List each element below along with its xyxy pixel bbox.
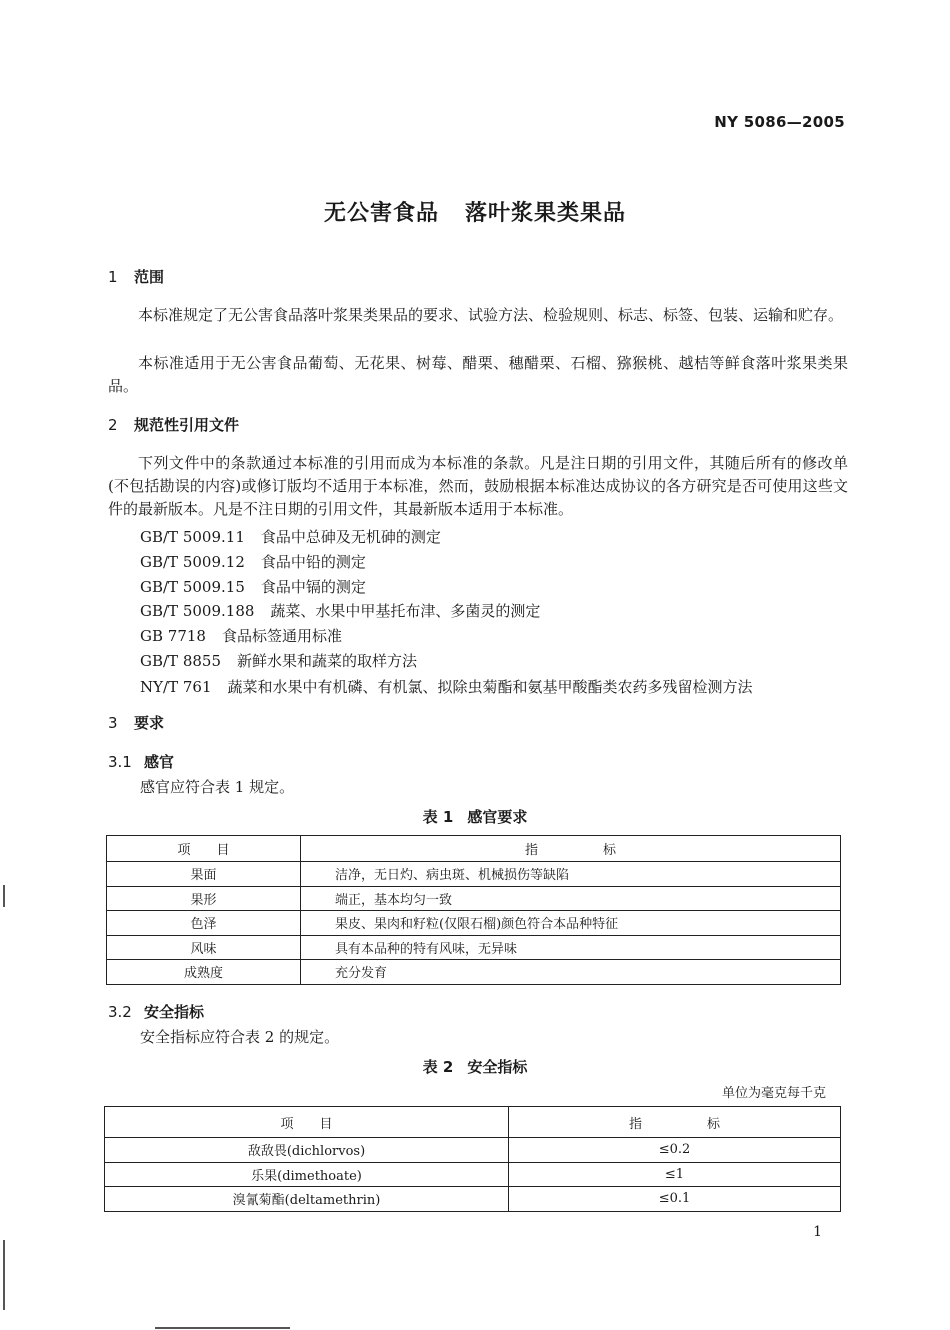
table-2 <box>104 1106 841 1212</box>
reference-item <box>140 625 342 646</box>
table-header-cell: 项 目 <box>107 836 301 862</box>
reference-item <box>140 676 753 697</box>
reference-title: 食品中铅的测定 <box>260 553 366 571</box>
title-part-1: 无公害食品 <box>323 201 439 226</box>
title-part-2: 落叶浆果类果品 <box>465 201 627 226</box>
table-row <box>105 1162 841 1187</box>
scan-mark-left-2 <box>3 1240 5 1310</box>
table-cell: 成熟度 <box>107 960 301 985</box>
standard-code: NY 5086—2005 <box>714 113 845 131</box>
section-3-number: 3 <box>108 714 118 732</box>
table-header-cell: 指 标 <box>509 1107 841 1138</box>
table-cell: 果面 <box>107 862 301 887</box>
reference-code: GB/T 5009.12 <box>140 553 245 571</box>
reference-title: 食品中总砷及无机砷的测定 <box>260 528 441 546</box>
table-2-unit: 单位为毫克每千克 <box>721 1086 826 1101</box>
table-1-title: 感官要求 <box>467 808 528 826</box>
table-cell: 果皮、果肉和籽粒(仅限石榴)颜色符合本品种特征 <box>301 911 841 936</box>
section-2-title: 规范性引用文件 <box>134 416 240 434</box>
reference-title: 新鲜水果和蔬菜的取样方法 <box>237 652 418 670</box>
reference-title: 食品标签通用标准 <box>221 627 342 645</box>
table-cell: 充分发育 <box>301 960 841 985</box>
table-cell: 果形 <box>107 886 301 911</box>
table-row <box>107 886 841 911</box>
section-1-paragraph-1: 本标准规定了无公害食品落叶浆果类果品的要求、试验方法、检验规则、标志、标签、包装、运输和贮存。 <box>138 306 844 324</box>
reference-title: 蔬菜和水果中有机磷、有机氯、拟除虫菊酯和氨基甲酸酯类农药多残留检测方法 <box>227 678 753 696</box>
reference-item <box>140 600 540 621</box>
section-3-2-number: 3.2 <box>108 1003 132 1021</box>
table-2-title: 安全指标 <box>467 1058 528 1076</box>
table-row <box>107 911 841 936</box>
reference-item <box>140 576 366 597</box>
table-header-row <box>107 836 841 862</box>
reference-code: NY/T 761 <box>140 678 212 696</box>
table-row <box>107 960 841 985</box>
table-1-number: 表 1 <box>422 808 454 826</box>
table-row <box>105 1187 841 1212</box>
page-number: 1 <box>813 1224 822 1240</box>
scan-mark-left <box>3 885 5 907</box>
reference-item <box>140 650 417 671</box>
section-1-number: 1 <box>108 268 118 286</box>
table-cell: 色泽 <box>107 911 301 936</box>
table-cell: 敌敌畏(dichlorvos) <box>105 1138 509 1163</box>
scan-mark-bottom <box>155 1327 290 1329</box>
table-cell: ≤0.2 <box>509 1138 841 1163</box>
table-2-number: 表 2 <box>422 1058 454 1076</box>
table-row <box>105 1138 841 1163</box>
section-3-2-heading <box>108 1001 204 1022</box>
section-1-title: 范围 <box>134 268 165 286</box>
reference-code: GB/T 5009.11 <box>140 528 245 546</box>
section-3-1-title: 感官 <box>144 753 175 771</box>
section-3-1-text: 感官应符合表 1 规定。 <box>140 778 295 796</box>
section-3-title: 要求 <box>134 714 165 732</box>
table-1-caption <box>0 806 950 827</box>
table-header-cell: 指 标 <box>301 836 841 862</box>
section-1-heading <box>108 266 164 287</box>
page-title <box>0 196 950 227</box>
table-cell: 风味 <box>107 935 301 960</box>
table-header-row <box>105 1107 841 1138</box>
reference-item <box>140 526 441 547</box>
reference-title: 蔬菜、水果中甲基托布津、多菌灵的测定 <box>270 602 541 620</box>
section-3-2-text: 安全指标应符合表 2 的规定。 <box>140 1028 340 1046</box>
table-cell: 洁净，无日灼、病虫斑、机械损伤等缺陷 <box>301 862 841 887</box>
reference-code: GB 7718 <box>140 627 206 645</box>
section-3-1-heading <box>108 751 174 772</box>
reference-code: GB/T 5009.188 <box>140 602 255 620</box>
table-cell: ≤1 <box>509 1162 841 1187</box>
section-2-paragraph: 下列文件中的条款通过本标准的引用而成为本标准的条款。凡是注日期的引用文件，其随后所有的修改单(不包括勘误的内容)或修订版均不适用于本标准，然而，鼓励根据本标准达成协议的各方研究是否可使用这些文件的最新版本。凡是不注日期的引用文件，其最新版本适用于本标准。 <box>108 454 848 518</box>
section-3-2-title: 安全指标 <box>144 1003 205 1021</box>
table-cell: ≤0.1 <box>509 1187 841 1212</box>
table-header-cell: 项 目 <box>105 1107 509 1138</box>
reference-code: GB/T 5009.15 <box>140 578 245 596</box>
table-row <box>107 862 841 887</box>
table-row <box>107 935 841 960</box>
section-2-number: 2 <box>108 416 118 434</box>
section-3-1-number: 3.1 <box>108 753 132 771</box>
table-1 <box>106 835 841 985</box>
reference-item <box>140 551 366 572</box>
reference-code: GB/T 8855 <box>140 652 222 670</box>
section-1-paragraph-2: 本标准适用于无公害食品葡萄、无花果、树莓、醋栗、穗醋栗、石榴、猕猴桃、越桔等鲜食落叶浆果类果品。 <box>108 354 848 395</box>
table-cell: 端正，基本均匀一致 <box>301 886 841 911</box>
reference-title: 食品中镉的测定 <box>260 578 366 596</box>
table-cell: 具有本品种的特有风味，无异味 <box>301 935 841 960</box>
section-3-heading <box>108 712 164 733</box>
table-cell: 乐果(dimethoate) <box>105 1162 509 1187</box>
table-2-caption <box>0 1056 950 1077</box>
section-2-heading <box>108 414 239 435</box>
table-cell: 溴氰菊酯(deltamethrin) <box>105 1187 509 1212</box>
